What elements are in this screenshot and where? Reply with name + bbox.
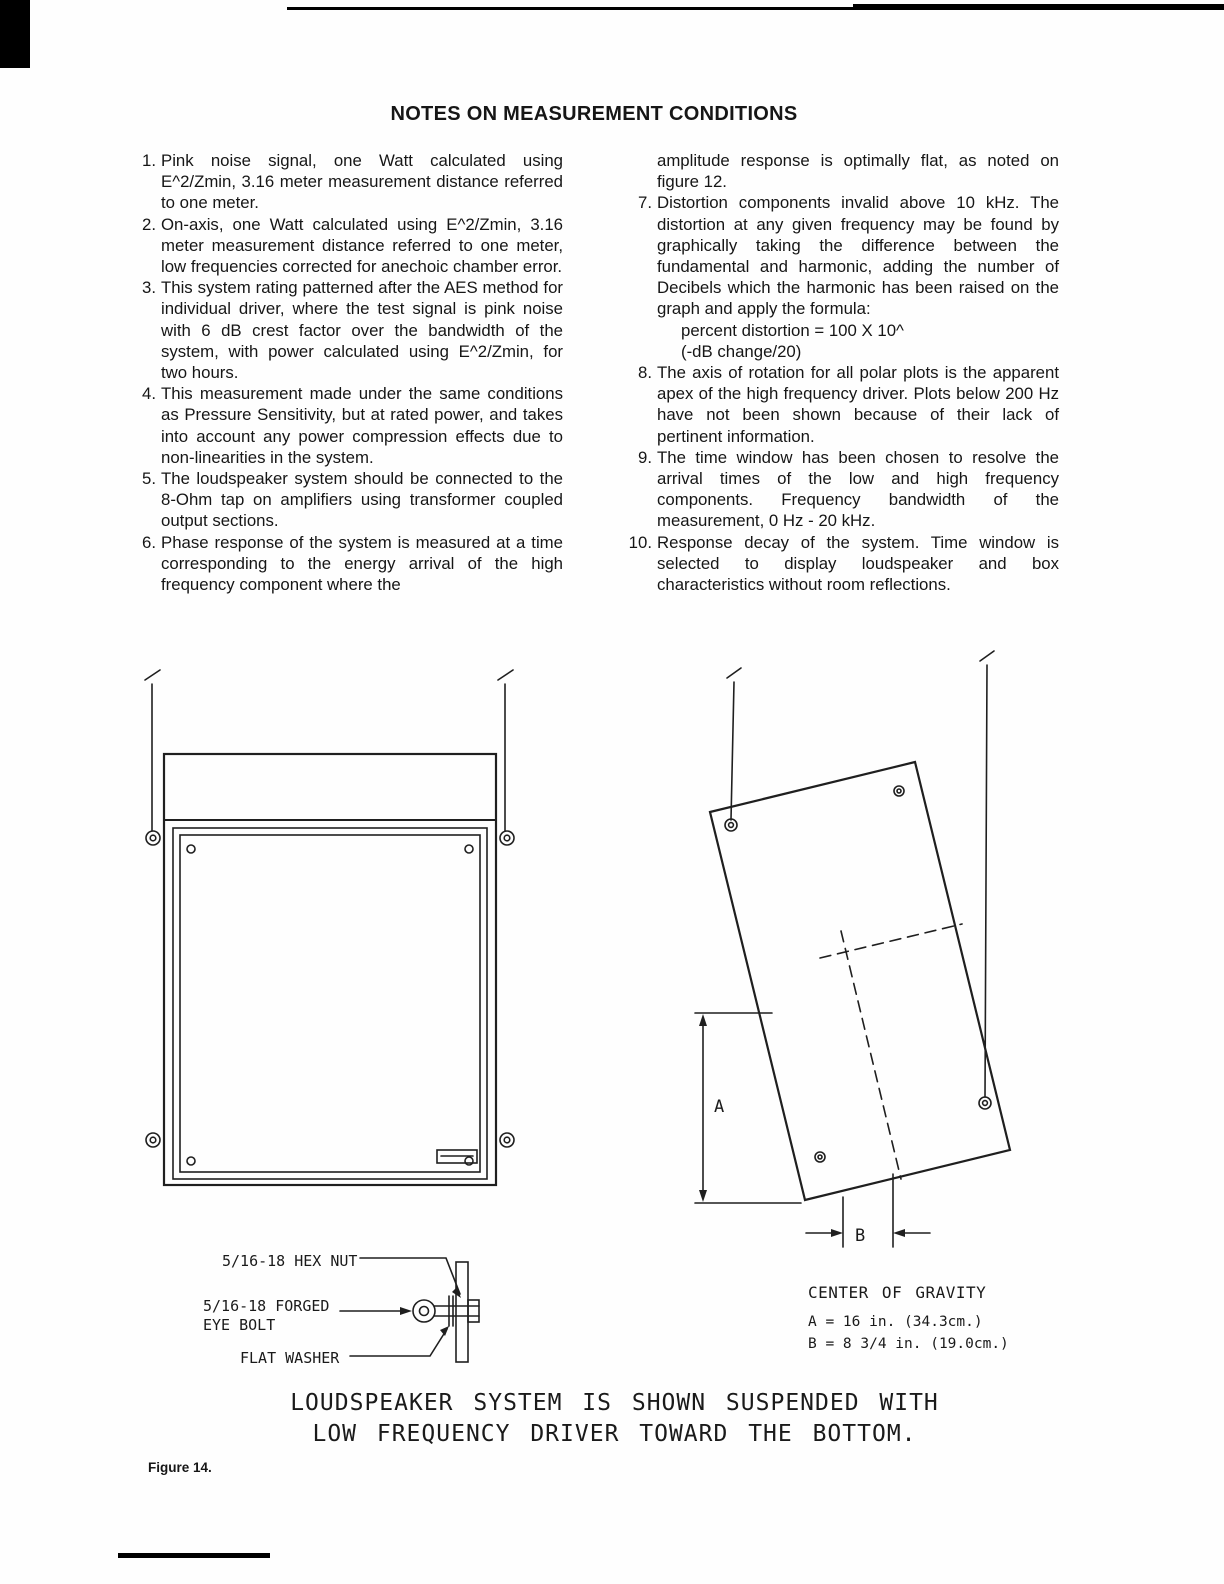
figure-number-label: Figure 14. — [148, 1460, 212, 1475]
figure-caption-line2: LOW FREQUENCY DRIVER TOWARD THE BOTTOM. — [312, 1421, 917, 1447]
arrowhead-icon — [699, 1014, 707, 1026]
note-item-1 — [130, 150, 563, 214]
note-item-3 — [130, 277, 563, 383]
grille-fastener-icon — [465, 1157, 473, 1165]
note-text: The loudspeaker system should be connected to the 8-Ohm tap on amplifiers using transformer coupled output sections. — [161, 469, 563, 531]
eye-bolt-icon — [500, 1133, 514, 1147]
arrowhead-icon — [831, 1229, 843, 1237]
note-number: 9. — [638, 447, 652, 467]
note-item-9 — [626, 447, 1059, 532]
eye-bolt-ring — [420, 1307, 429, 1316]
note-item-4 — [130, 383, 563, 468]
flat-washer-label: FLAT WASHER — [240, 1349, 340, 1367]
figure-14-diagram — [0, 640, 1224, 1440]
flat-washer-leader-line — [350, 1329, 447, 1356]
note-text: On-axis, one Watt calculated using E^2/Zmin, 3.16 meter measurement distance referred to one meter, low frequencies corrected for anechoic chamber error. — [161, 214, 563, 277]
eye-bolt-icon — [500, 831, 514, 845]
forged-eye-bolt-label-line1: 5/16-18 FORGED — [203, 1297, 330, 1315]
grille-inner-frame — [180, 835, 480, 1172]
hex-nut-label: 5/16-18 HEX NUT — [222, 1252, 358, 1270]
dimension-b-value-label: B = 8 3/4 in. (19.0cm.) — [808, 1336, 1009, 1352]
note-item-6 — [130, 532, 563, 596]
suspension-cable-front — [731, 682, 734, 820]
note-number: 6. — [142, 532, 156, 552]
eye-bolt-icon — [815, 1152, 825, 1162]
dimension-a-value-label: A = 16 in. (34.3cm.) — [808, 1314, 983, 1330]
note-number: 1. — [142, 151, 156, 170]
hex-nut-leader-line — [360, 1258, 460, 1294]
center-of-gravity-label: CENTER OF GRAVITY — [808, 1283, 987, 1302]
grille-fastener-icon — [465, 845, 473, 853]
eye-bolt-icon — [979, 1097, 991, 1109]
figure-caption-line1: LOUDSPEAKER SYSTEM IS SHOWN SUSPENDED WITH — [290, 1390, 939, 1416]
scan-artifact-left-bar — [0, 0, 30, 68]
cable-break-tick — [980, 651, 994, 661]
cabinet-outline — [164, 754, 496, 1185]
hex-nut-shape — [468, 1300, 479, 1322]
grille-fastener-icon — [187, 1157, 195, 1165]
note-number: 4. — [142, 384, 156, 404]
grille-fastener-icon — [187, 845, 195, 853]
eye-bolt-icon — [150, 835, 156, 841]
note-number: 5. — [142, 469, 156, 489]
center-of-gravity-axis-horizontal — [820, 924, 962, 958]
center-of-gravity-axis-vertical — [841, 931, 901, 1179]
scan-artifact-top-line-thin — [287, 7, 853, 10]
distortion-formula-line2: (-dB change/20) — [681, 341, 802, 361]
note-item-8 — [626, 362, 1059, 447]
arrowhead-icon — [400, 1307, 412, 1315]
front-view-diagram — [145, 670, 514, 1185]
eye-bolt-icon — [146, 831, 160, 845]
eye-bolt-icon — [146, 1133, 160, 1147]
note-item-7 — [626, 192, 1059, 362]
note-item-10 — [626, 532, 1059, 596]
eye-bolt-icon — [894, 786, 904, 796]
eye-bolt-icon — [983, 1101, 988, 1106]
scan-artifact-bottom-line — [118, 1553, 270, 1558]
note-number: 10. — [628, 532, 652, 552]
side-view-diagram — [695, 651, 1010, 1247]
hardware-detail-diagram — [340, 1258, 479, 1362]
cable-break-tick — [145, 670, 160, 680]
note-text: Distortion components invalid above 10 kHz. The distortion at any given frequency may be found by graphically taking the difference between the fundamental and harmonic, adding the number of Decibels which the harmonic has been raised on the graph and apply the formula: — [657, 193, 1059, 319]
cable-break-tick — [498, 670, 513, 680]
eye-bolt-icon — [729, 823, 734, 828]
forged-eye-bolt-label-line2: EYE BOLT — [203, 1316, 276, 1334]
note-text: The time window has been chosen to resolve the arrival times of the low and high frequency components. Frequency bandwidth of the measurement, 0 Hz - 20 kHz. — [657, 447, 1059, 531]
arrowhead-icon — [893, 1229, 905, 1237]
arrowhead-icon — [699, 1190, 707, 1202]
grille-outer-frame — [173, 828, 487, 1179]
note-number: 3. — [142, 278, 156, 298]
dimension-b-letter: B — [855, 1226, 866, 1246]
note-item-5 — [130, 468, 563, 532]
note-text: The axis of rotation for all polar plots is the apparent apex of the high frequency driver. Plots below 200 Hz have not been shown because of their lack of pertinent information. — [657, 363, 1059, 446]
distortion-formula-line1: percent distortion = 100 X 10^ — [681, 320, 904, 340]
note-text: This measurement made under the same conditions as Pressure Sensitivity, but at rated power, and takes into account any power compression effects due to non-linearities in the system. — [161, 384, 563, 467]
eye-bolt-icon — [504, 1137, 510, 1143]
note-number: 7. — [638, 193, 652, 213]
note-text: Pink noise signal, one Watt calculated using E^2/Zmin, 3.16 meter measurement distance referred to one meter. — [161, 151, 563, 213]
forged-eye-bolt-label — [203, 1297, 329, 1335]
arrowhead-icon — [440, 1326, 449, 1336]
note-item-2 — [130, 214, 563, 278]
cable-break-tick — [727, 668, 741, 678]
cabinet-wall-section — [456, 1262, 468, 1362]
scan-artifact-top-line-thick — [853, 4, 1224, 10]
dimension-a-letter: A — [714, 1097, 725, 1117]
eye-bolt-ring — [413, 1300, 435, 1322]
tilted-cabinet-outline — [710, 762, 1010, 1200]
eye-bolt-icon — [504, 835, 510, 841]
note-number: 2. — [142, 214, 156, 234]
notes-column-right — [626, 150, 1059, 595]
eye-bolt-icon — [150, 1137, 156, 1143]
eye-bolt-icon — [897, 789, 901, 793]
suspension-cable-rear — [985, 665, 987, 1097]
note-text: Phase response of the system is measured at a time corresponding to the energy arrival of the high frequency component where the — [161, 532, 563, 595]
eye-bolt-icon — [818, 1155, 822, 1159]
note-text: This system rating patterned after the AES method for individual driver, where the test signal is pink noise with 6 dB crest factor over the bandwidth of the system, with power calculated using E^2/Zmin, for two hours. — [161, 278, 563, 383]
notes-column-left — [130, 150, 563, 595]
note-number: 8. — [638, 363, 652, 383]
note-text: Response decay of the system. Time window is selected to display loudspeaker and box characteristics without room reflections. — [657, 532, 1059, 595]
page-title: NOTES ON MEASUREMENT CONDITIONS — [390, 103, 798, 125]
note-6-continuation: amplitude response is optimally flat, as noted on figure 12. — [657, 151, 1059, 192]
